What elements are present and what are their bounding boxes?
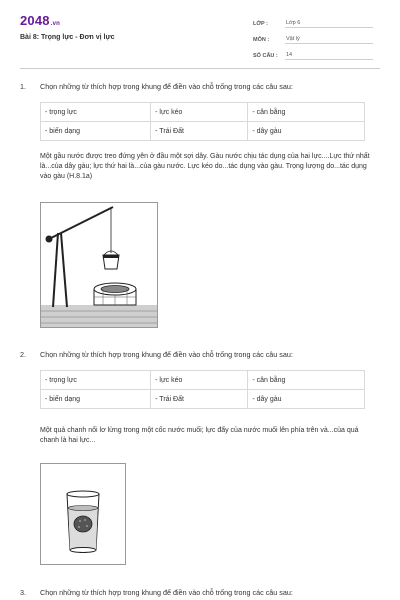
question-prompt: Chọn những từ thích hợp trong khung để điền vào chỗ trống trong các câu sau:: [40, 82, 293, 91]
word-cell: - cân bằng: [248, 103, 365, 122]
table-row: [41, 390, 365, 409]
meta-value: Vật lý: [285, 36, 373, 44]
word-cell: - trọng lực: [41, 103, 151, 122]
word-box-2: [40, 370, 365, 409]
table-row: [41, 122, 365, 141]
meta-row-class: [253, 16, 373, 28]
word-box-1: [40, 102, 365, 141]
meta-value: Lớp 6: [285, 20, 373, 28]
word-cell: - Trái Đất: [151, 390, 248, 409]
meta-label: LỚP :: [253, 21, 268, 27]
question-2: [20, 350, 380, 362]
lesson-meta: [253, 16, 373, 64]
meta-label: MÔN :: [253, 37, 270, 43]
word-cell: - cân bằng: [248, 371, 365, 390]
word-cell: - lực kéo: [151, 371, 248, 390]
lemon-glass-figure: [40, 463, 126, 565]
lemon-glass-illustration: [41, 464, 125, 564]
well-bucket-figure: [40, 202, 158, 328]
passage-1: Một gầu nước được treo đứng yên ở đầu một sợi dây. Gàu nước chịu tác dụng của hai lực....Lực thứ nhất là...của dây gàu; lực thứ hai là...của gàu nước. Lực kéo do...tác dụng vào gàu. Trọng lượng do...tác dụng vào gàu (H.8.1a): [40, 153, 370, 180]
word-cell: - biến dạng: [41, 122, 151, 141]
word-cell: - Trái Đất: [151, 122, 248, 141]
word-cell: - lực kéo: [151, 103, 248, 122]
passage-2: Một quả chanh nổi lơ lửng trong một cốc nước muối; lực đẩy của nước muối lên phía trên và...của quả chanh là hai lực...: [40, 427, 359, 444]
meta-row-subject: [253, 32, 373, 44]
question-prompt: Chọn những từ thích hợp trong khung để điền vào chỗ trống trong các câu sau:: [40, 588, 293, 597]
meta-value: 14: [285, 52, 373, 60]
question-number: 3.: [20, 588, 26, 597]
logo-suffix: .vn: [50, 21, 61, 27]
site-logo[interactable]: [20, 13, 60, 28]
table-row: [41, 371, 365, 390]
table-row: [41, 103, 365, 122]
header-divider: [20, 68, 380, 69]
meta-row-count: [253, 48, 373, 60]
word-cell: - dây gàu: [248, 122, 365, 141]
question-number: 1.: [20, 82, 26, 91]
question-number: 2.: [20, 350, 26, 359]
well-bucket-illustration: [41, 203, 157, 327]
question-1: [20, 82, 380, 94]
meta-label: SỐ CÂU :: [253, 53, 278, 59]
lesson-title: Bài 8: Trọng lực - Đơn vị lực: [20, 34, 115, 41]
word-cell: - trọng lực: [41, 371, 151, 390]
word-cell: - dây gàu: [248, 390, 365, 409]
question-prompt: Chọn những từ thích hợp trong khung để điền vào chỗ trống trong các câu sau:: [40, 350, 293, 359]
logo-text: 2048: [20, 13, 50, 28]
word-cell: - biến dạng: [41, 390, 151, 409]
